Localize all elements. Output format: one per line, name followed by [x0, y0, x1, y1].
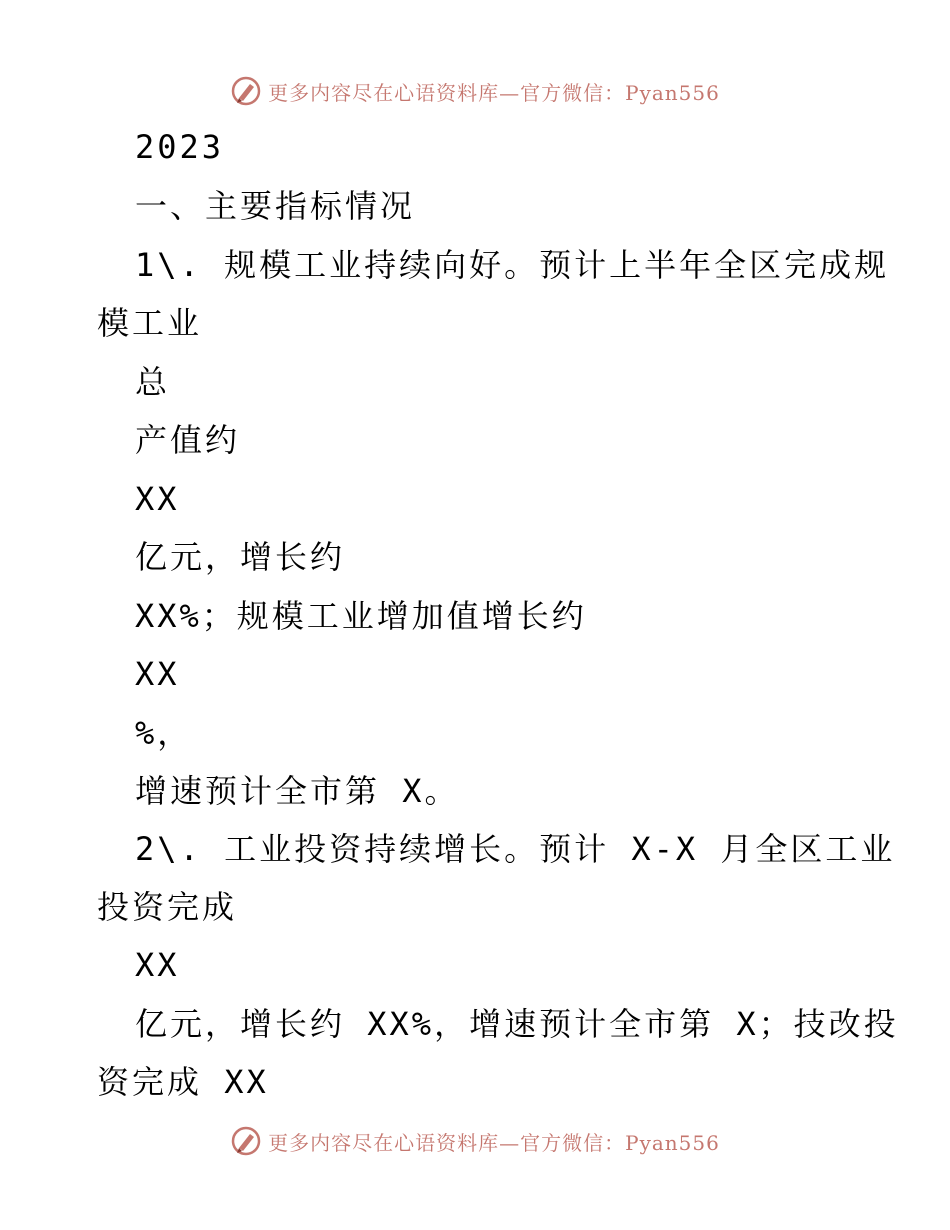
footer-watermark	[0, 1121, 950, 1161]
text-line: XX	[135, 480, 180, 518]
text-line: 总	[135, 363, 171, 401]
text-line: 模工业	[97, 304, 203, 342]
pen-logo-icon	[230, 1125, 262, 1157]
section-heading: 一、主要指标情况	[135, 187, 416, 225]
text-line: 产值约	[135, 421, 241, 459]
watermark-text: 更多内容尽在心语资料库—官方微信：Pyan556	[268, 1130, 720, 1155]
pen-logo-icon	[230, 75, 262, 107]
text-line: 2023	[135, 128, 225, 166]
text-line: 资完成 XX	[97, 1063, 269, 1101]
text-line: 亿元，增长约	[135, 538, 346, 576]
text-line: XX%；规模工业增加值增长约	[135, 597, 587, 635]
text-line: 1\. 规模工业持续向好。预计上半年全区完成规	[135, 246, 890, 284]
text-line: 亿元，增长约 XX%，增速预计全市第 X；技改投	[135, 1005, 899, 1043]
text-line: XX	[135, 655, 180, 693]
text-line: %，	[135, 714, 193, 752]
text-line: 增速预计全市第 X。	[135, 772, 460, 810]
text-line: 投资完成	[97, 888, 238, 926]
header-watermark	[0, 71, 950, 111]
text-line: 2\. 工业投资持续增长。预计 X-X 月全区工业	[135, 830, 896, 868]
watermark-text: 更多内容尽在心语资料库—官方微信：Pyan556	[268, 80, 720, 105]
text-line: XX	[135, 946, 180, 984]
